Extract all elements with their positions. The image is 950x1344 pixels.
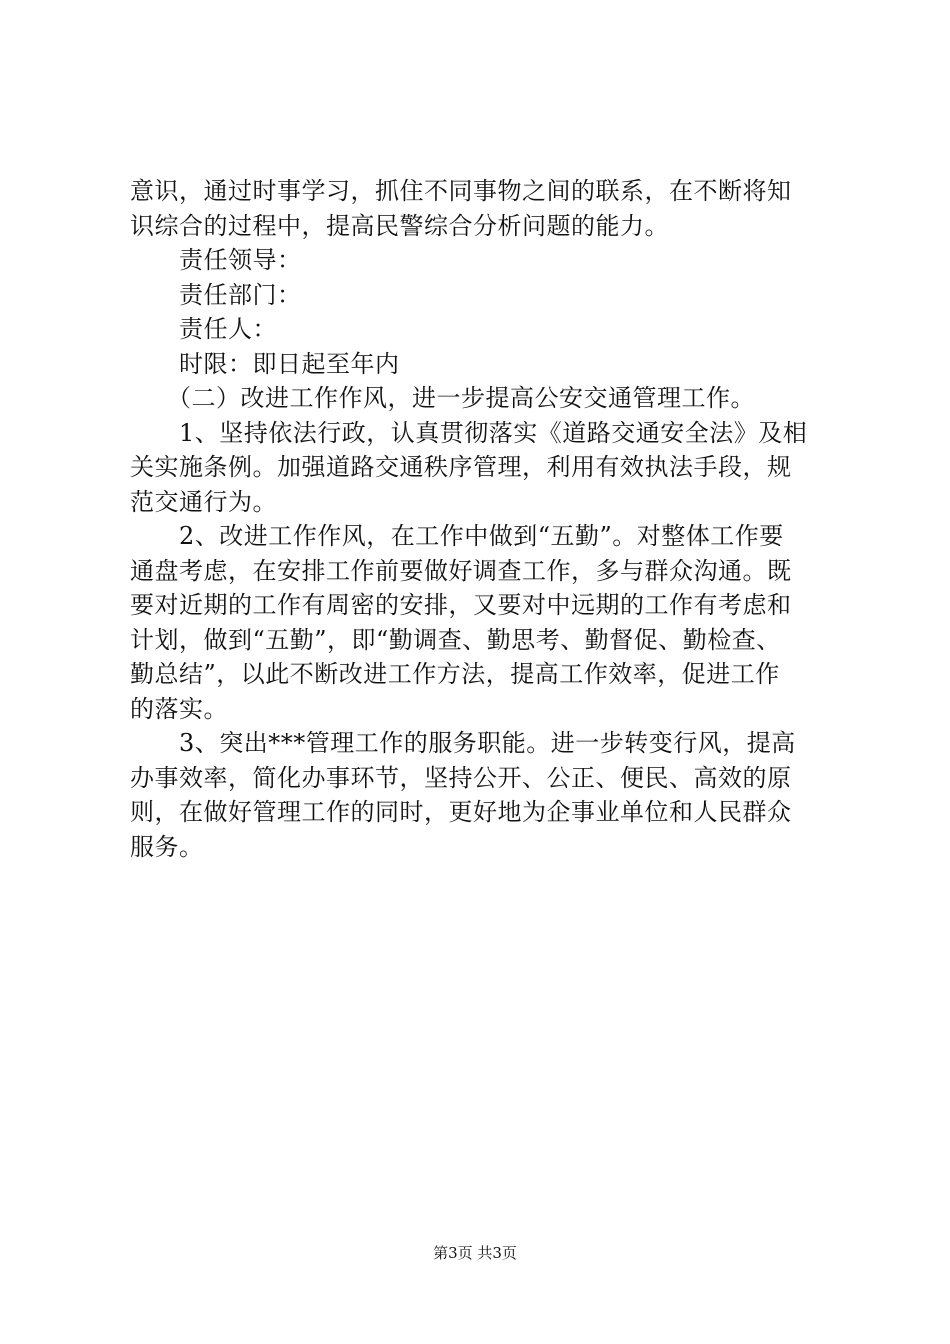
body-line: 关实施条例。加强道路交通秩序管理，利用有效执法手段，规: [130, 453, 792, 481]
body-line: 勤总结”，以此不断改进工作方法，提高工作效率，促进工作: [130, 660, 780, 688]
page-footer: 第3页 共3页: [433, 1244, 517, 1262]
body-line: 范交通行为。: [130, 487, 277, 516]
body-line: 要对近期的工作有周密的安排，又要对中远期的工作有考虑和: [130, 591, 792, 619]
body-line: 2、改进工作作风，在工作中做到“五勤”。对整体工作要: [130, 522, 784, 550]
body-line: 的落实。: [130, 694, 228, 723]
body-line: 责任领导：: [130, 246, 302, 274]
body-line: 则，在做好管理工作的同时，更好地为企事业单位和人民群众: [130, 798, 792, 826]
body-line: 服务。: [130, 832, 204, 861]
body-line: 时限：即日起至年内: [130, 349, 400, 378]
body-line: 办事效率，简化办事环节，坚持公开、公正、便民、高效的原: [130, 763, 792, 792]
document-body: [130, 174, 830, 864]
body-line: 意识，通过时事学习，抓住不同事物之间的联系，在不断将知: [130, 177, 792, 205]
body-line: 3、突出***管理工作的服务职能。进一步转变行风，提高: [130, 729, 796, 757]
body-line: 计划，做到“五勤”，即“勤调查、勤思考、勤督促、勤检查、: [130, 625, 781, 654]
body-line: 通盘考虑，在安排工作前要做好调查工作，多与群众沟通。既: [130, 556, 792, 585]
body-line: 责任人：: [130, 315, 277, 343]
body-line: 识综合的过程中，提高民警综合分析问题的能力。: [130, 211, 669, 240]
body-line: 1、坚持依法行政，认真贯彻落实《道路交通安全法》及相: [130, 418, 808, 447]
body-line: 责任部门：: [130, 280, 302, 309]
section-heading: （二）改进工作作风，进一步提高公安交通管理工作。: [130, 384, 755, 412]
